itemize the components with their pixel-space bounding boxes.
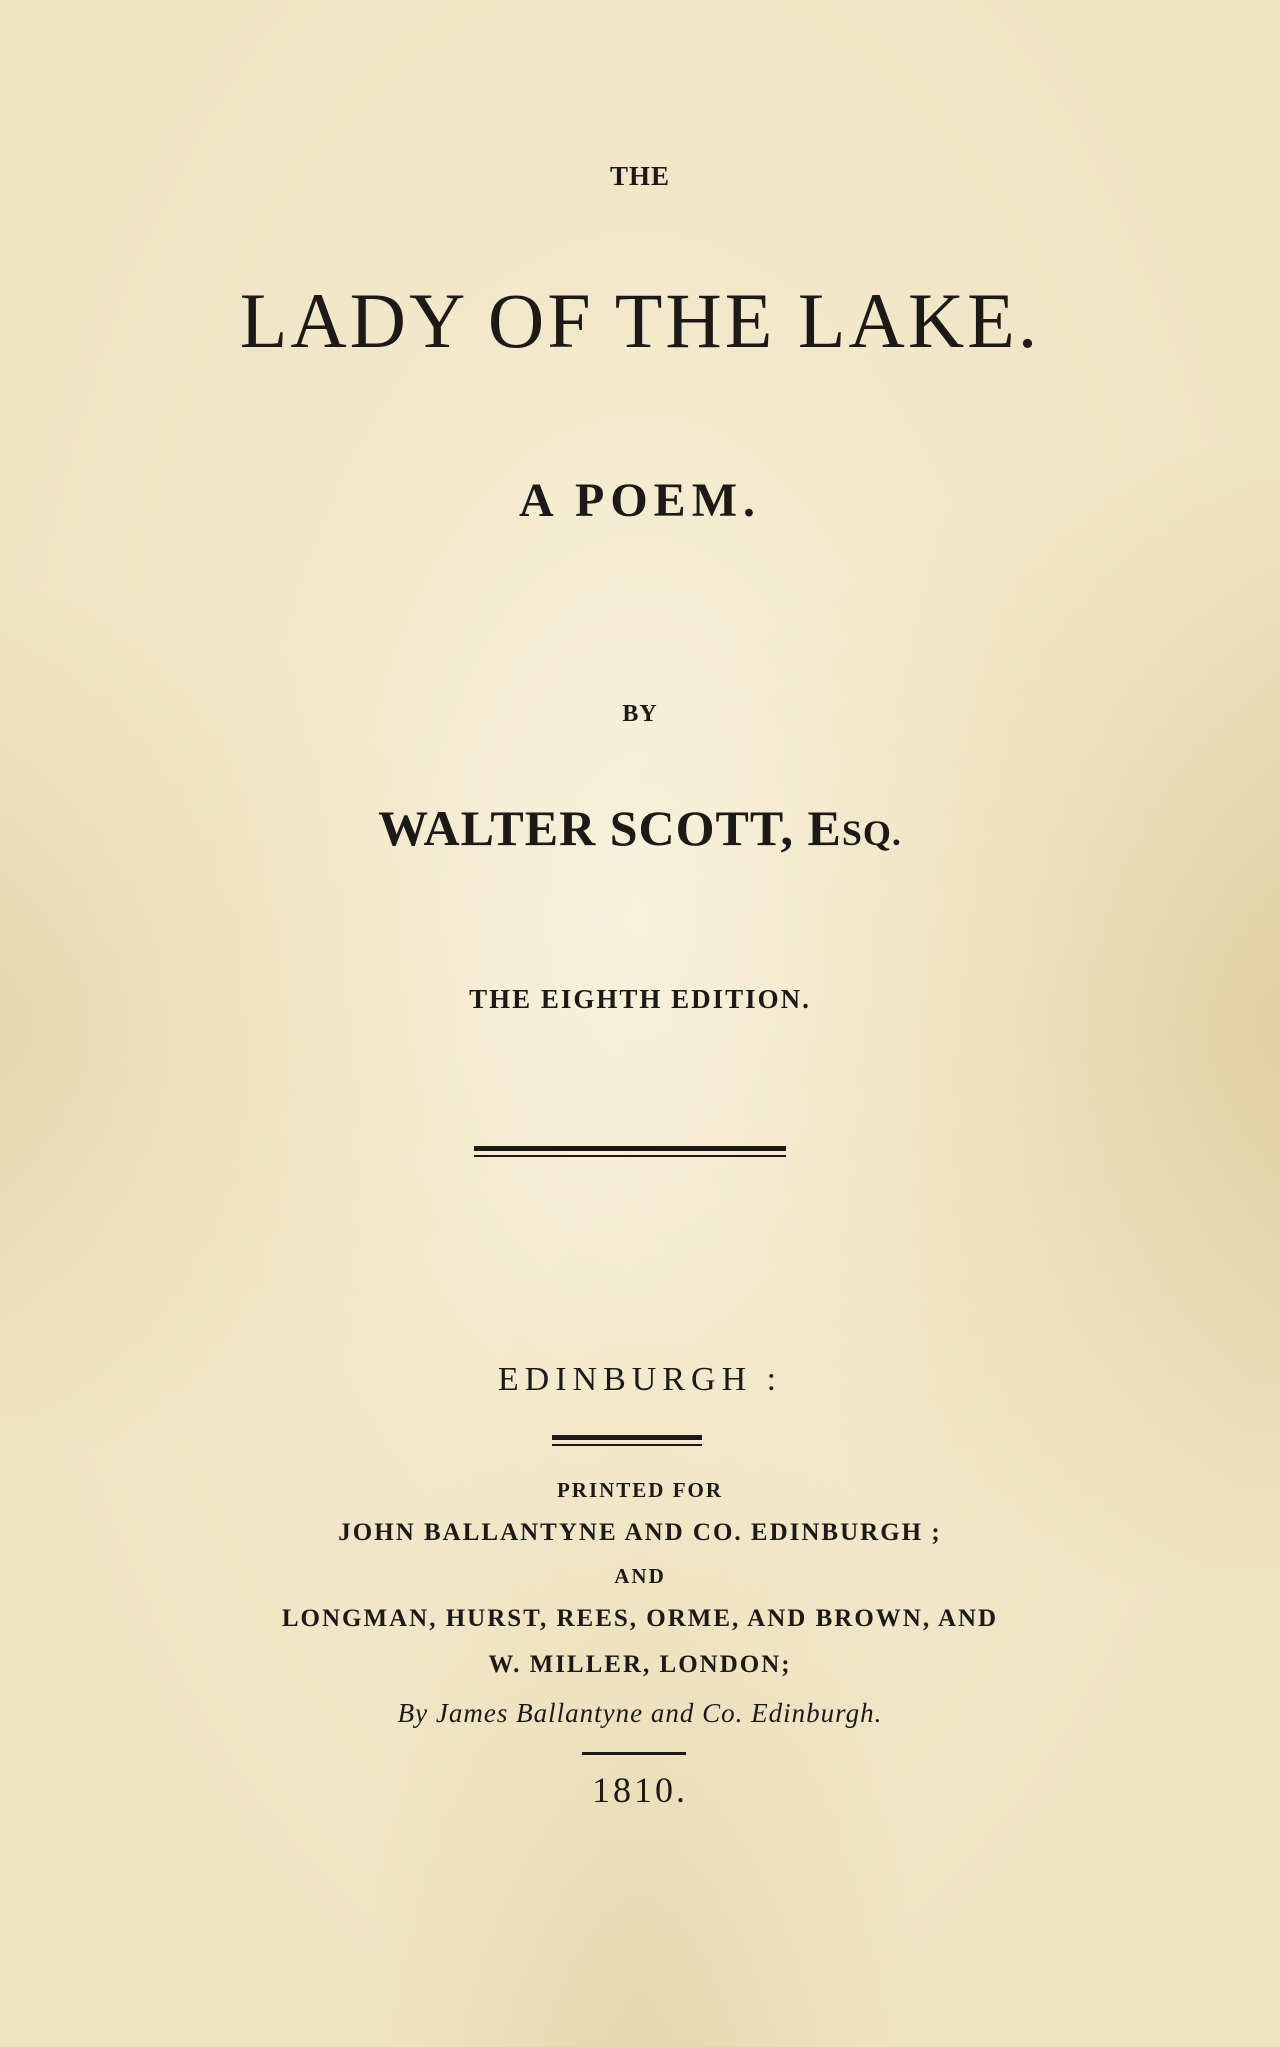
book-subtitle: A POEM. xyxy=(519,474,761,527)
double-rule-thick xyxy=(474,1146,786,1151)
author-suffix-initial: E xyxy=(807,800,842,856)
author-suffix-rest: SQ. xyxy=(841,813,902,853)
double-rule-thin xyxy=(474,1155,786,1157)
year-rule xyxy=(582,1752,686,1755)
printed-for-line: PRINTED FOR xyxy=(556,1478,724,1502)
author-suffix xyxy=(808,800,902,856)
author-name: WALTER SCOTT, xyxy=(378,800,795,856)
imprint-rule-thick xyxy=(552,1435,702,1440)
by-line: BY xyxy=(622,701,658,727)
publisher-line-2: LONGMAN, HURST, REES, ORME, AND BROWN, AND xyxy=(281,1605,999,1632)
title-article: THE xyxy=(609,161,671,191)
publisher-line-1: JOHN BALLANTYNE AND CO. EDINBURGH ; xyxy=(338,1519,942,1546)
and-line: AND xyxy=(614,1564,666,1588)
book-title: LADY OF THE LAKE. xyxy=(239,277,1041,364)
imprint-city: EDINBURGH : xyxy=(497,1361,783,1398)
printer-line: By James Ballantyne and Co. Edinburgh. xyxy=(397,1698,883,1728)
author-line xyxy=(0,800,1280,856)
publisher-line-3: W. MILLER, LONDON; xyxy=(488,1651,792,1678)
publication-year: 1810. xyxy=(592,1770,688,1810)
edition-line: THE EIGHTH EDITION. xyxy=(469,984,811,1014)
imprint-rule-thin xyxy=(552,1444,702,1446)
